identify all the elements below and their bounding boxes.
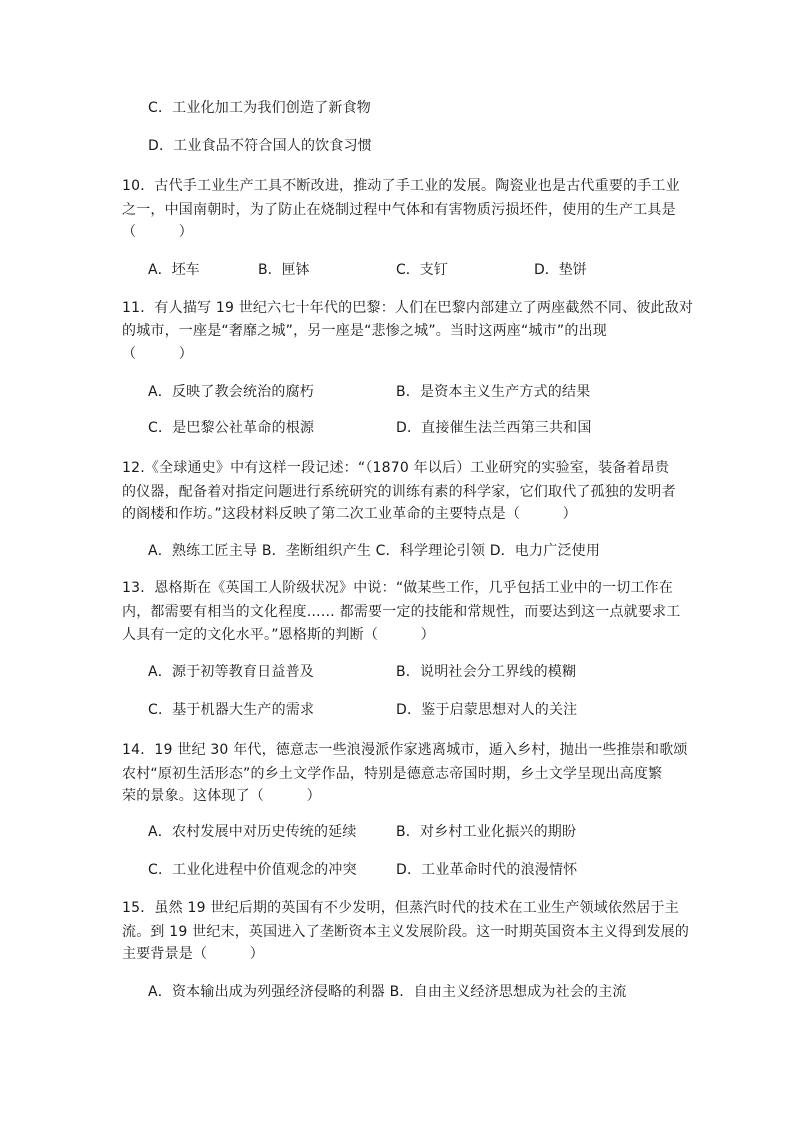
q9-option-d: D．工业食品不符合国人的饮食习惯 [148, 138, 372, 154]
q13-option-a: A．源于初等教育日益普及 [148, 664, 314, 680]
q10-option-a: A．坯车 [148, 262, 200, 278]
q15-stem-line-3: 主要背景是（ ） [122, 946, 264, 962]
q10-option-b: B．匣钵 [258, 262, 310, 278]
q14-stem-line-1: 14．19 世纪 30 年代，德意志一些浪漫派作家逃离城市，遁入乡村，抛出一些推崇和歌颂 [122, 742, 688, 758]
q13-stem-line-1: 13．恩格斯在《英国工人阶级状况》中说：“做某些工作，几乎包括工业中的一切工作在 [122, 580, 674, 596]
q10-option-c: C．支钉 [396, 262, 448, 278]
q14-option-d: D．工业革命时代的浪漫情怀 [396, 862, 578, 878]
q12-stem-line-2: 的仪器，配备着对指定问题进行系统研究的训练有素的科学家，它们取代了孤独的发明者 [122, 484, 676, 500]
q11-option-a: A．反映了教会统治的腐朽 [148, 384, 314, 400]
q15-options: A．资本输出成为列强经济侵略的利器 B．自由主义经济思想成为社会的主流 [148, 984, 627, 1000]
q10-option-d: D．垫饼 [534, 262, 587, 278]
q14-stem-line-2: 农村“原初生活形态”的乡土文学作品，特别是德意志帝国时期，乡土文学呈现出高度繁 [122, 766, 663, 782]
q11-stem-line-1: 11．有人描写 19 世纪六七十年代的巴黎：人们在巴黎内部建立了两座截然不同、彼此敌对 [122, 300, 694, 316]
q11-stem-line-2: 的城市，一座是“奢靡之城”，另一座是“悲惨之城”。当时这两座“城市”的出现 [122, 323, 607, 339]
q14-stem-line-3: 荣的景象。这体现了（ ） [122, 788, 321, 804]
q14-option-c: C．工业化进程中价值观念的冲突 [148, 862, 357, 878]
q14-option-b: B．对乡村工业化振兴的期盼 [396, 824, 577, 840]
q9-option-c: C．工业化加工为我们创造了新食物 [148, 100, 371, 116]
q12-stem-line-3: 的阁楼和作坊。”这段材料反映了第二次工业革命的主要特点是（ ） [122, 506, 577, 522]
q12-stem-line-1: 12.《全球通史》中有这样一段记述：“（1870 年以后）工业研究的实验室，装备着昂贵 [122, 460, 670, 476]
q11-option-d: D．直接催生法兰西第三共和国 [396, 420, 592, 436]
q13-stem-line-2: 内，都需要有相当的文化程度…… 都需要一定的技能和常规性，而要达到这一点就要求工 [122, 604, 681, 620]
q13-option-c: C．基于机器大生产的需求 [148, 702, 315, 718]
q10-answer-blank: （ ） [122, 224, 193, 240]
q10-stem-line-1: 10．古代手工业生产工具不断改进，推动了手工业的发展。陶瓷业也是古代重要的手工业 [122, 178, 680, 194]
q15-stem-line-2: 流。到 19 世纪末，英国进入了垄断资本主义发展阶段。这一时期英国资本主义得到发展的 [122, 924, 690, 940]
q13-option-d: D．鉴于启蒙思想对人的关注 [396, 702, 578, 718]
q12-options: A．熟练工匠主导 B．垄断组织产生 C．科学理论引领 D．电力广泛使用 [148, 543, 601, 559]
q14-option-a: A．农村发展中对历史传统的延续 [148, 824, 357, 840]
q11-option-c: C．是巴黎公社革命的根源 [148, 420, 315, 436]
q13-stem-line-3: 人具有一定的文化水平。”恩格斯的判断（ ） [122, 627, 435, 643]
q15-stem-line-1: 15．虽然 19 世纪后期的英国有不少发明，但蒸汽时代的技术在工业生产领域依然居于主 [122, 900, 679, 916]
q11-answer-blank: （ ） [122, 346, 193, 362]
q10-stem-line-2: 之一，中国南朝时，为了防止在烧制过程中气体和有害物质污损坯件，使用的生产工具是 [122, 202, 676, 218]
q13-option-b: B．说明社会分工界线的模糊 [396, 664, 577, 680]
q11-option-b: B．是资本主义生产方式的结果 [396, 384, 591, 400]
